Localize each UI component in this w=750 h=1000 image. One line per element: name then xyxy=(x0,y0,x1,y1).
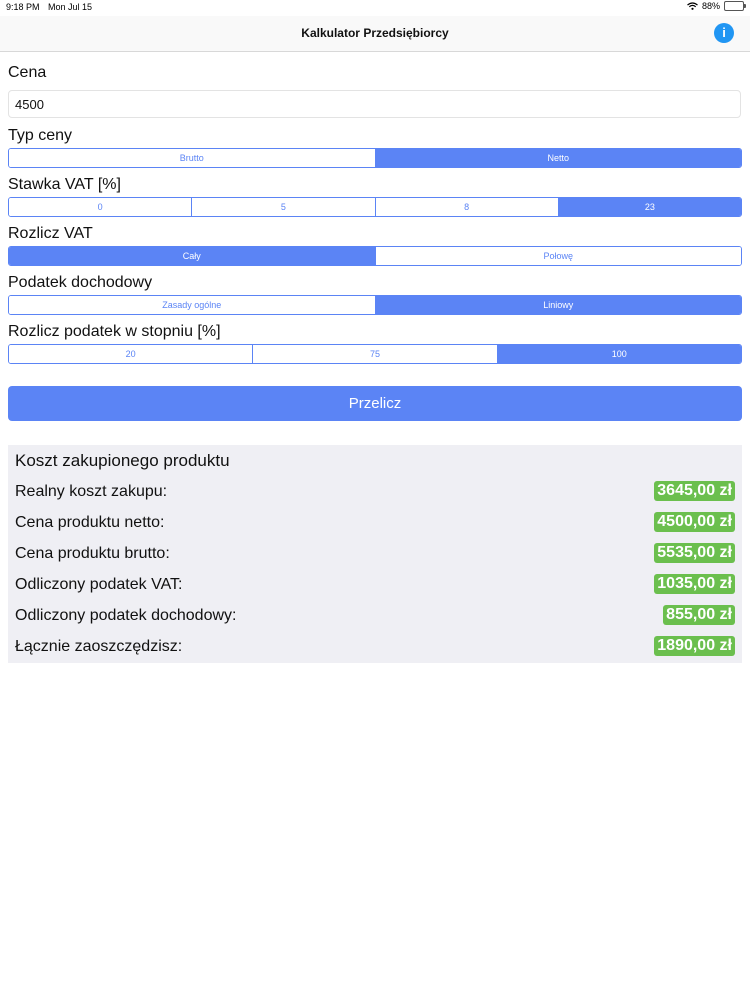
result-label: Cena produktu netto: xyxy=(15,514,165,531)
wifi-icon xyxy=(687,2,698,10)
price-input[interactable]: 4500 xyxy=(8,90,741,118)
result-label: Realny koszt zakupu: xyxy=(15,483,168,500)
segment-option[interactable]: 20 xyxy=(9,345,252,363)
segment-option[interactable]: 8 xyxy=(375,198,558,216)
result-row xyxy=(15,636,735,658)
vat-rate-segmented xyxy=(8,197,742,217)
segment-option[interactable]: 5 xyxy=(191,198,374,216)
status-time: 9:18 PM xyxy=(6,2,40,12)
vat-settle-label: Rozlicz VAT xyxy=(8,225,93,242)
status-right xyxy=(687,1,744,11)
info-icon[interactable]: i xyxy=(714,23,734,43)
result-label: Odliczony podatek dochodowy: xyxy=(15,607,237,624)
result-row xyxy=(15,574,735,596)
calculate-button[interactable]: Przelicz xyxy=(8,386,742,421)
segment-option[interactable]: Zasady ogólne xyxy=(9,296,375,314)
segment-option[interactable]: Netto xyxy=(375,149,742,167)
segment-option[interactable]: Połowę xyxy=(375,247,742,265)
result-value: 3645,00 zł xyxy=(654,481,735,501)
price-label: Cena xyxy=(8,64,47,81)
price-type-label: Typ ceny xyxy=(8,127,73,144)
result-row xyxy=(15,605,735,627)
price-type-segmented xyxy=(8,148,742,168)
result-row xyxy=(15,543,735,565)
page-title: Kalkulator Przedsiębiorcy xyxy=(301,26,449,40)
result-value: 855,00 zł xyxy=(663,605,735,625)
result-value: 1890,00 zł xyxy=(654,636,735,656)
income-tax-label: Podatek dochodowy xyxy=(8,274,153,291)
result-label: Cena produktu brutto: xyxy=(15,545,170,562)
result-row xyxy=(15,481,735,503)
segment-option[interactable]: Cały xyxy=(9,247,375,265)
result-value: 5535,00 zł xyxy=(654,543,735,563)
segment-option[interactable]: 100 xyxy=(497,345,741,363)
tax-degree-label: Rozlicz podatek w stopniu [%] xyxy=(8,323,221,340)
segment-option[interactable]: Liniowy xyxy=(375,296,742,314)
status-date: Mon Jul 15 xyxy=(48,2,93,12)
segment-option[interactable]: 23 xyxy=(558,198,741,216)
vat-rate-label: Stawka VAT [%] xyxy=(8,176,121,193)
result-label: Łącznie zaoszczędzisz: xyxy=(15,638,183,655)
battery-icon xyxy=(724,1,744,11)
navigation-bar xyxy=(0,16,750,52)
battery-percent: 88% xyxy=(701,1,720,11)
result-value: 1035,00 zł xyxy=(654,574,735,594)
results-title: Koszt zakupionego produktu xyxy=(15,451,230,470)
results-panel xyxy=(8,445,742,663)
vat-settle-segmented xyxy=(8,246,742,266)
segment-option[interactable]: Brutto xyxy=(9,149,375,167)
tax-degree-segmented xyxy=(8,344,742,364)
segment-option[interactable]: 75 xyxy=(252,345,496,363)
result-label: Odliczony podatek VAT: xyxy=(15,576,183,593)
income-tax-segmented xyxy=(8,295,742,315)
status-bar xyxy=(0,0,750,16)
result-value: 4500,00 zł xyxy=(654,512,735,532)
segment-option[interactable]: 0 xyxy=(9,198,191,216)
result-row xyxy=(15,512,735,534)
